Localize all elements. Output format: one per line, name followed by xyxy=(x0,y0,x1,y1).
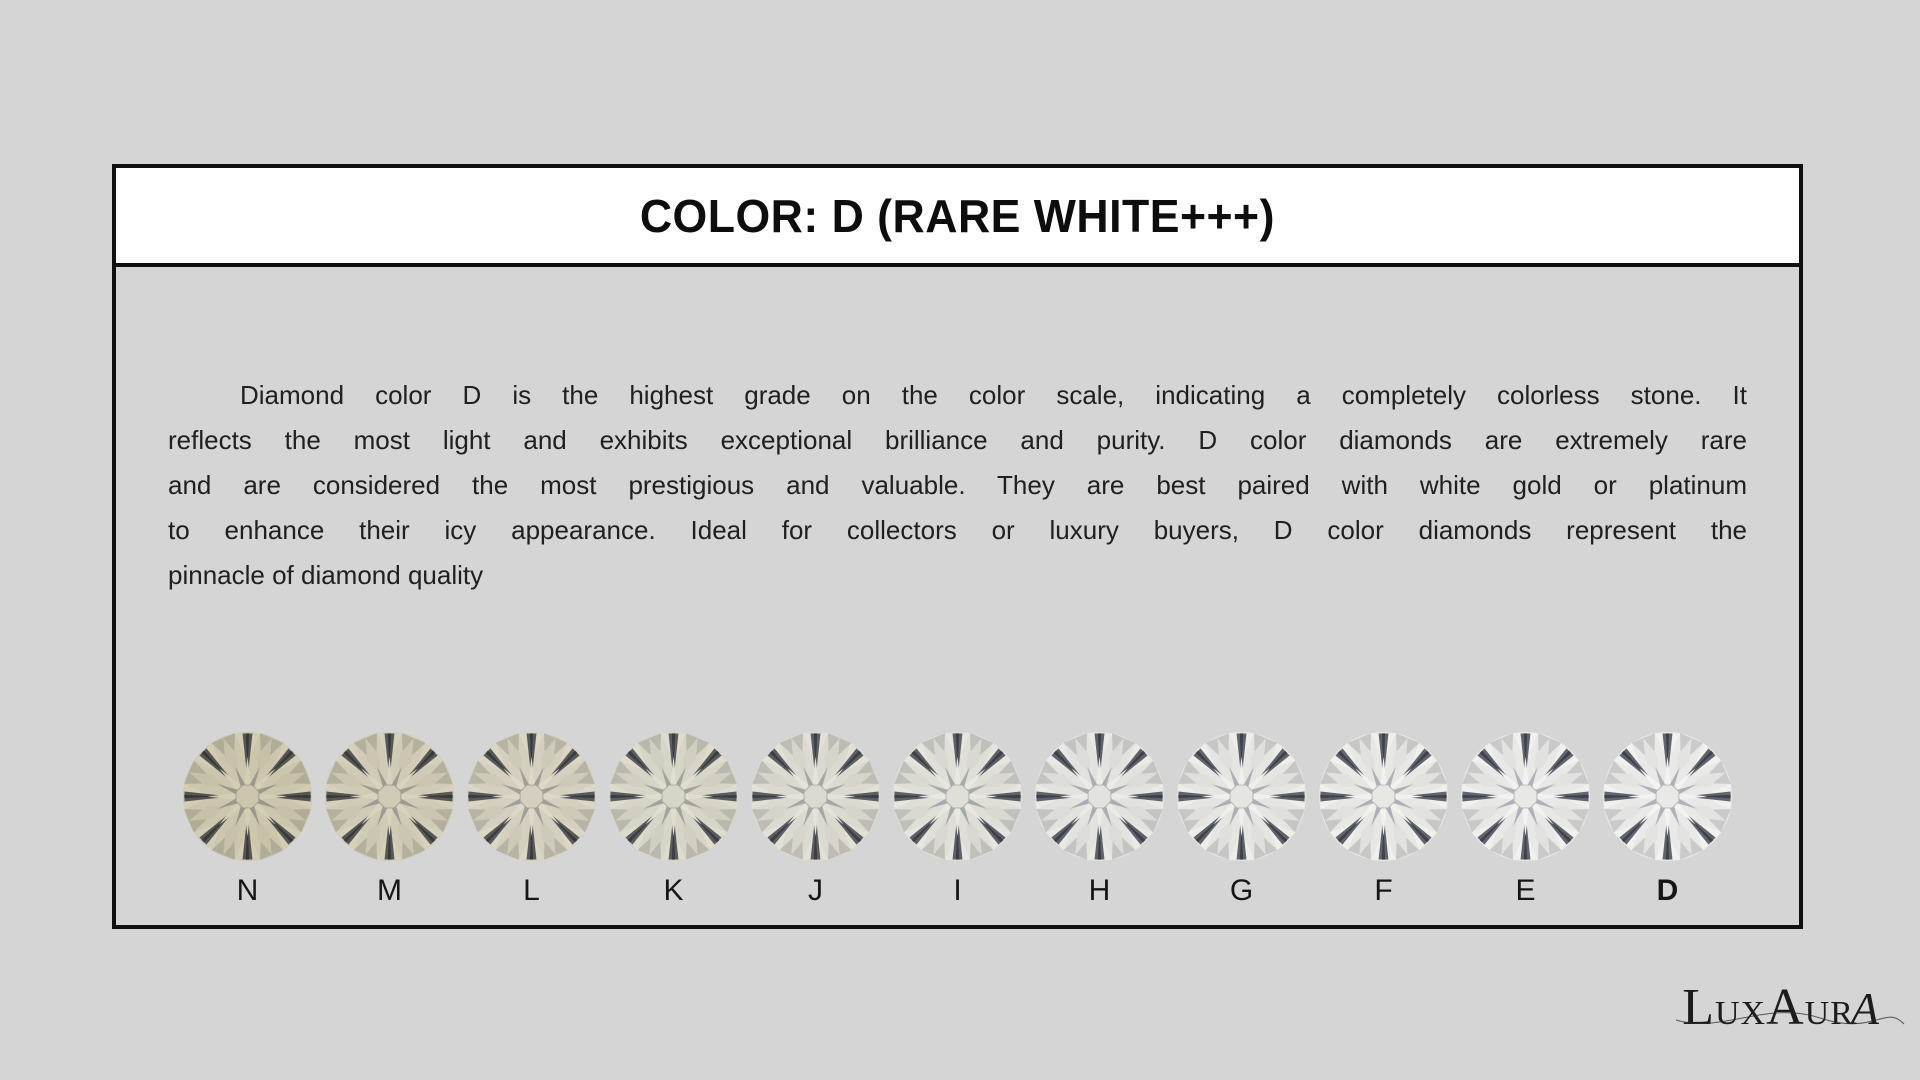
grade-item-J xyxy=(751,732,880,906)
grade-label: F xyxy=(1374,874,1393,907)
logo-letter: U xyxy=(1714,995,1741,1032)
diamond-icon xyxy=(893,732,1022,861)
diamond-icon xyxy=(467,732,596,861)
grade-item-E xyxy=(1461,732,1590,906)
diamond-icon xyxy=(183,732,312,861)
logo-letter: X xyxy=(1740,995,1767,1032)
grade-item-F xyxy=(1319,732,1448,906)
logo-letter: A xyxy=(1766,979,1805,1036)
diamond-icon xyxy=(1035,732,1164,861)
grade-label: I xyxy=(953,874,962,907)
card-header xyxy=(116,168,1799,267)
grade-label: L xyxy=(523,874,540,907)
grade-label: D xyxy=(1656,874,1679,907)
logo-letter: L xyxy=(1682,979,1715,1036)
grade-item-G xyxy=(1177,732,1306,906)
page-title: COLOR: D (RARE WHITE+++) xyxy=(639,189,1276,242)
diamond-icon xyxy=(1319,732,1448,861)
grade-item-H xyxy=(1035,732,1164,906)
grade-item-D xyxy=(1603,732,1732,906)
grade-label: H xyxy=(1088,874,1111,907)
grade-item-I xyxy=(893,732,1022,906)
diamond-icon xyxy=(751,732,880,861)
diamond-color-scale xyxy=(116,732,1799,906)
diamond-icon xyxy=(1177,732,1306,861)
grade-item-L xyxy=(467,732,596,906)
grade-label: G xyxy=(1229,874,1254,907)
grade-item-K xyxy=(609,732,738,906)
grade-item-N xyxy=(183,732,312,906)
description-line: reflects the most light and exhibits exceptional brilliance and purity. D color diamonds are extremely rare xyxy=(168,425,1747,455)
description-line: pinnacle of diamond quality xyxy=(168,560,484,590)
description-line: to enhance their icy appearance. Ideal for collectors or luxury buyers, D color diamonds represent the xyxy=(168,515,1747,545)
grade-label: N xyxy=(236,874,259,907)
logo-letter: R xyxy=(1830,995,1854,1032)
description-line: Diamond color D is the highest grade on the color scale, indicating a completely colorless stone. It xyxy=(240,380,1747,410)
logo-letter: A xyxy=(1850,983,1880,1034)
grade-item-M xyxy=(325,732,454,906)
grade-label: K xyxy=(663,874,684,907)
brand-logo xyxy=(1682,979,1880,1036)
grade-label: J xyxy=(808,874,823,907)
description-line: and are considered the most prestigious and valuable. They are best paired with white gold or platinum xyxy=(168,470,1747,500)
grade-label: E xyxy=(1515,874,1536,907)
grade-label: M xyxy=(377,874,402,907)
color-grade-card xyxy=(112,164,1803,929)
logo-letter: U xyxy=(1804,995,1831,1032)
diamond-icon xyxy=(1603,732,1732,861)
diamond-icon xyxy=(1461,732,1590,861)
diamond-icon xyxy=(609,732,738,861)
diamond-icon xyxy=(325,732,454,861)
grade-description xyxy=(168,373,1747,598)
